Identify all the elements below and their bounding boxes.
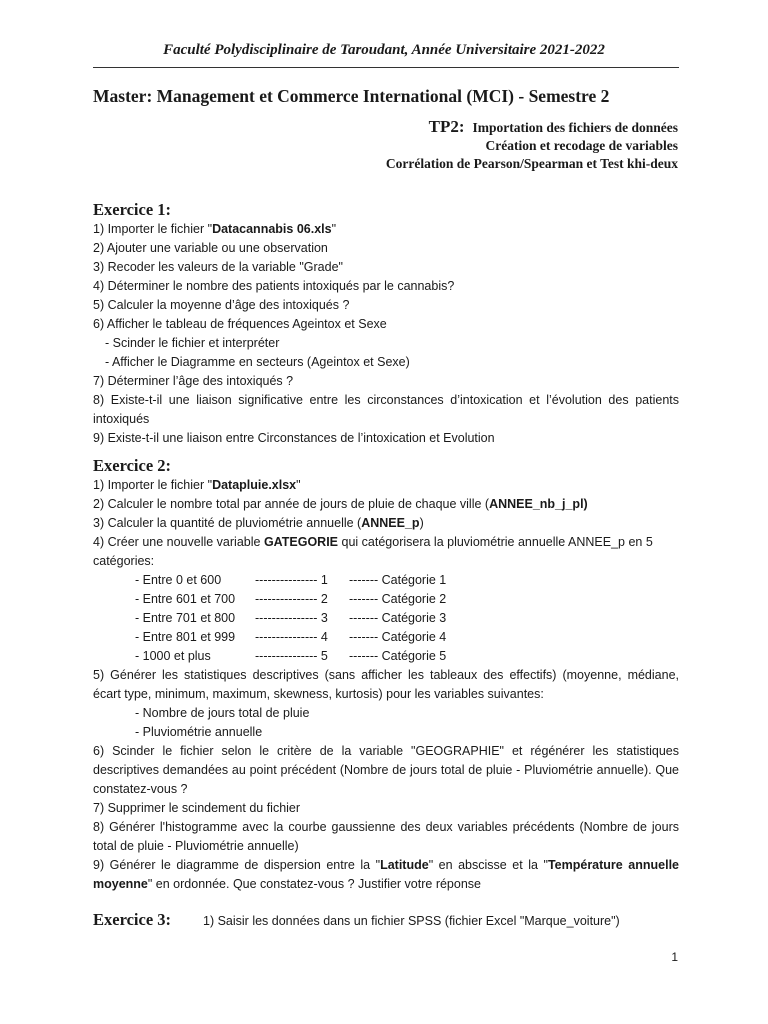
ex1-item-2: 2) Ajouter une variable ou une observation [93,241,328,255]
tp-code: TP2: [428,117,465,136]
ex1-item-8: 8) Existe-t-il une liaison significative entre les circonstances d’intoxication et l’évolution des patients intoxiqués [93,393,679,426]
master-title: Master: Management et Commerce International (MCI) - Semestre 2 [93,86,610,106]
ex1-item-9: 9) Existe-t-il une liaison entre Circonstances de l’intoxication et Evolution [93,431,495,445]
ex2-item-4: 4) Créer une nouvelle variable GATEGORIE qui catégorisera la pluviométrie annuelle ANNEE_p en 5 catégories: [93,535,653,568]
page-header: Faculté Polydisciplinaire de Taroudant, Année Universitaire 2021-2022 [163,42,605,58]
ex2-item-7: 7) Supprimer le scindement du fichier [93,801,301,815]
ex1-item-6a: - Scinder le fichier et interpréter [105,336,280,350]
ex2-item-9: 9) Générer le diagramme de dispersion entre la "Latitude" en abscisse et la "Température annuelle moyenne" en ordonnée. Que constatez-vous ? Justifier votre réponse [93,858,679,891]
ex1-item-5: 5) Calculer la moyenne d’âge des intoxiqués ? [93,298,350,312]
header-divider [93,67,679,68]
ex1-item-6b: - Afficher le Diagramme en secteurs (Ageintox et Sexe) [105,355,410,369]
ex1-item-4: 4) Déterminer le nombre des patients intoxiqués par le cannabis? [93,279,455,293]
tp-subject-2: Création et recodage de variables [485,138,678,153]
exercice-3-title: Exercice 3: [93,910,172,929]
exercice-2-title: Exercice 2: [93,456,172,475]
ex2-item-8: 8) Générer l'histogramme avec la courbe gaussienne des deux variables précédents (Nombre de jours total de pluie - Pluviométrie annuelle) [93,820,679,853]
tp-title-block [386,118,678,173]
exercice-1-content [93,220,679,448]
exercice-2-content [93,476,679,894]
ex2-item-5: 5) Générer les statistiques descriptives (sans afficher les tableaux des effectifs) (moyenne, médiane, écart type, minimum, maximum, skewness, kurtosis) pour les variables suivantes: [93,668,679,701]
ex2-item-3: 3) Calculer la quantité de pluviométrie annuelle (ANNEE_p) [93,516,424,530]
category-row: - Entre 601 et 700 --------------- 2 ------- Catégorie 2 [135,592,447,606]
ex1-item-7: 7) Déterminer l’âge des intoxiqués ? [93,374,294,388]
tp-line-1 [386,118,678,137]
tp-subject-1: Importation des fichiers de données [472,120,678,135]
category-row: - Entre 801 et 999 --------------- 4 ------- Catégorie 4 [135,630,447,644]
ex2-item-1: 1) Importer le fichier "Datapluie.xlsx" [93,478,301,492]
category-row: - Entre 701 et 800 --------------- 3 ------- Catégorie 3 [135,611,447,625]
page-number: 1 [671,950,678,964]
ex2-item-5b: - Pluviométrie annuelle [135,725,263,739]
ex2-item-2: 2) Calculer le nombre total par année de jours de pluie de chaque ville (ANNEE_nb_j_pl) [93,497,588,511]
ex1-item-6: 6) Afficher le tableau de fréquences Ageintox et Sexe [93,317,387,331]
ex2-item-6: 6) Scinder le fichier selon le critère de la variable "GEOGRAPHIE" et régénérer les statistiques descriptives demandées au point précédent (Nombre de jours total de pluie - Pluviométrie annuelle). Que constatez-vous ? [93,744,679,796]
ex2-item-5a: - Nombre de jours total de pluie [135,706,310,720]
category-row: - 1000 et plus --------------- 5 ------- Catégorie 5 [135,649,447,663]
ex1-item-3: 3) Recoder les valeurs de la variable "Grade" [93,260,343,274]
category-row: - Entre 0 et 600 --------------- 1 ------- Catégorie 1 [135,573,447,587]
ex3-item-1: 1) Saisir les données dans un fichier SPSS (fichier Excel "Marque_voiture") [203,914,620,928]
ex1-item-1: 1) Importer le fichier "Datacannabis 06.xls" [93,222,337,236]
tp-subject-3: Corrélation de Pearson/Spearman et Test khi-deux [385,156,678,171]
exercice-1-title: Exercice 1: [93,200,172,219]
